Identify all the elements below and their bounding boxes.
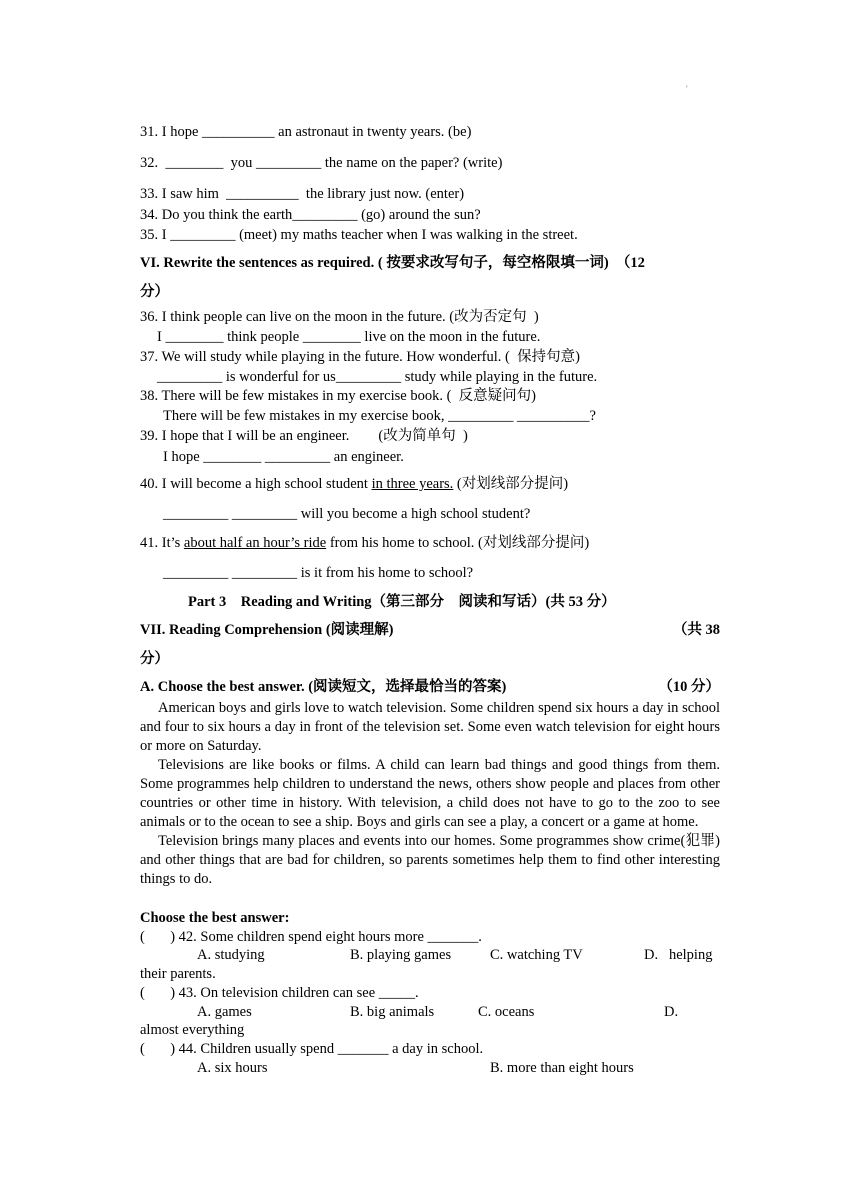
question-41-answer: _________ _________ is it from his home to school? — [163, 565, 474, 581]
section-6-heading-cont: 分） — [140, 284, 169, 300]
section-7-score: （共 38 — [672, 622, 720, 638]
q44-option-b: B. more than eight hours — [490, 1060, 634, 1076]
subsection-a-score: （10 分） — [658, 679, 720, 695]
reading-passage — [140, 699, 720, 889]
question-41-text: 41. It’s — [140, 535, 184, 551]
q42-option-c: C. watching TV — [490, 947, 583, 963]
section-6-heading: VI. Rewrite the sentences as required. ( 按要求改写句子，每空格限填一词) （12 — [140, 255, 645, 271]
q44-option-a: A. six hours — [197, 1060, 268, 1076]
question-42: ( ) 42. Some children spend eight hours more _______. — [140, 929, 482, 945]
section-7-heading-cont: 分） — [140, 651, 169, 667]
question-40-instruction: (对划线部分提问) — [453, 476, 569, 492]
q43-option-d-cont: almost everything — [140, 1022, 245, 1038]
question-37-answer: _________ is wonderful for us_________ study while playing in the future. — [157, 369, 598, 385]
question-41-underlined: about half an hour’s ride — [183, 535, 327, 551]
question-31: 31. I hope __________ an astronaut in twenty years. (be) — [140, 124, 472, 140]
question-39: 39. I hope that I will be an engineer. (改为简单句 ) — [140, 428, 468, 444]
subsection-a-heading: A. Choose the best answer. (阅读短文，选择最恰当的答案) — [140, 679, 507, 695]
q42-option-a: A. studying — [197, 947, 265, 963]
section-7-heading: VII. Reading Comprehension (阅读理解) — [140, 622, 394, 638]
q42-option-b: B. playing games — [350, 947, 452, 963]
question-36: 36. I think people can live on the moon in the future. (改为否定句 ) — [140, 309, 539, 325]
question-33: 33. I saw him __________ the library just now. (enter) — [140, 186, 465, 202]
passage-paragraph-1: American boys and girls love to watch television. Some children spend six hours a day in school and four to six hours a day in front of the television set. Some even watch television for eight hours or more on Saturday. — [140, 700, 720, 754]
question-38-answer: There will be few mistakes in my exercise book, _________ __________? — [163, 408, 596, 424]
choose-label: Choose the best answer: — [140, 910, 290, 926]
q43-option-b: B. big animals — [350, 1004, 435, 1020]
question-41 — [140, 534, 720, 552]
question-38: 38. There will be few mistakes in my exercise book. ( 反意疑问句) — [140, 388, 536, 404]
passage-paragraph-2: Televisions are like books or films. A child can learn bad things and good things from them. Some programmes help children to understand the news, others show people and places from other countries or other time in history. With television, a child does not have to go to the zoo to see animals or to the ocean to see a ship. Boys and girls can see a play, a concert or a game at home. — [140, 757, 720, 830]
corner-mark: ' — [686, 84, 688, 94]
question-36-answer: I ________ think people ________ live on the moon in the future. — [157, 329, 541, 345]
question-39-answer: I hope ________ _________ an engineer. — [163, 449, 404, 465]
passage-paragraph-3: Television brings many places and events into our homes. Some programmes show crime(犯罪) and other things that are bad for children, so parents sometimes help them to find other interesting things to do. — [140, 833, 720, 887]
q43-option-a: A. games — [197, 1004, 252, 1020]
question-37: 37. We will study while playing in the future. How wonderful. ( 保持句意) — [140, 349, 580, 365]
question-35: 35. I _________ (meet) my maths teacher when I was walking in the street. — [140, 227, 578, 243]
question-40 — [140, 475, 720, 493]
question-41-instruction: from his home to school. (对划线部分提问) — [326, 535, 590, 551]
question-43: ( ) 43. On television children can see _____. — [140, 985, 419, 1001]
part-3-heading: Part 3 Reading and Writing（第三部分 阅读和写话）(共 53 分） — [188, 594, 616, 610]
question-34: 34. Do you think the earth_________ (go) around the sun? — [140, 207, 481, 223]
question-40-underlined: in three years. — [371, 476, 454, 492]
question-44: ( ) 44. Children usually spend _______ a day in school. — [140, 1041, 484, 1057]
q43-option-c: C. oceans — [478, 1004, 535, 1020]
question-32: 32. ________ you _________ the name on the paper? (write) — [140, 155, 503, 171]
question-40-text: 40. I will become a high school student — [140, 476, 372, 492]
q42-option-d-cont: their parents. — [140, 966, 216, 982]
q43-option-d: D. — [664, 1004, 679, 1020]
question-40-answer: _________ _________ will you become a high school student? — [163, 506, 531, 522]
q42-option-d: D. helping — [644, 947, 713, 963]
